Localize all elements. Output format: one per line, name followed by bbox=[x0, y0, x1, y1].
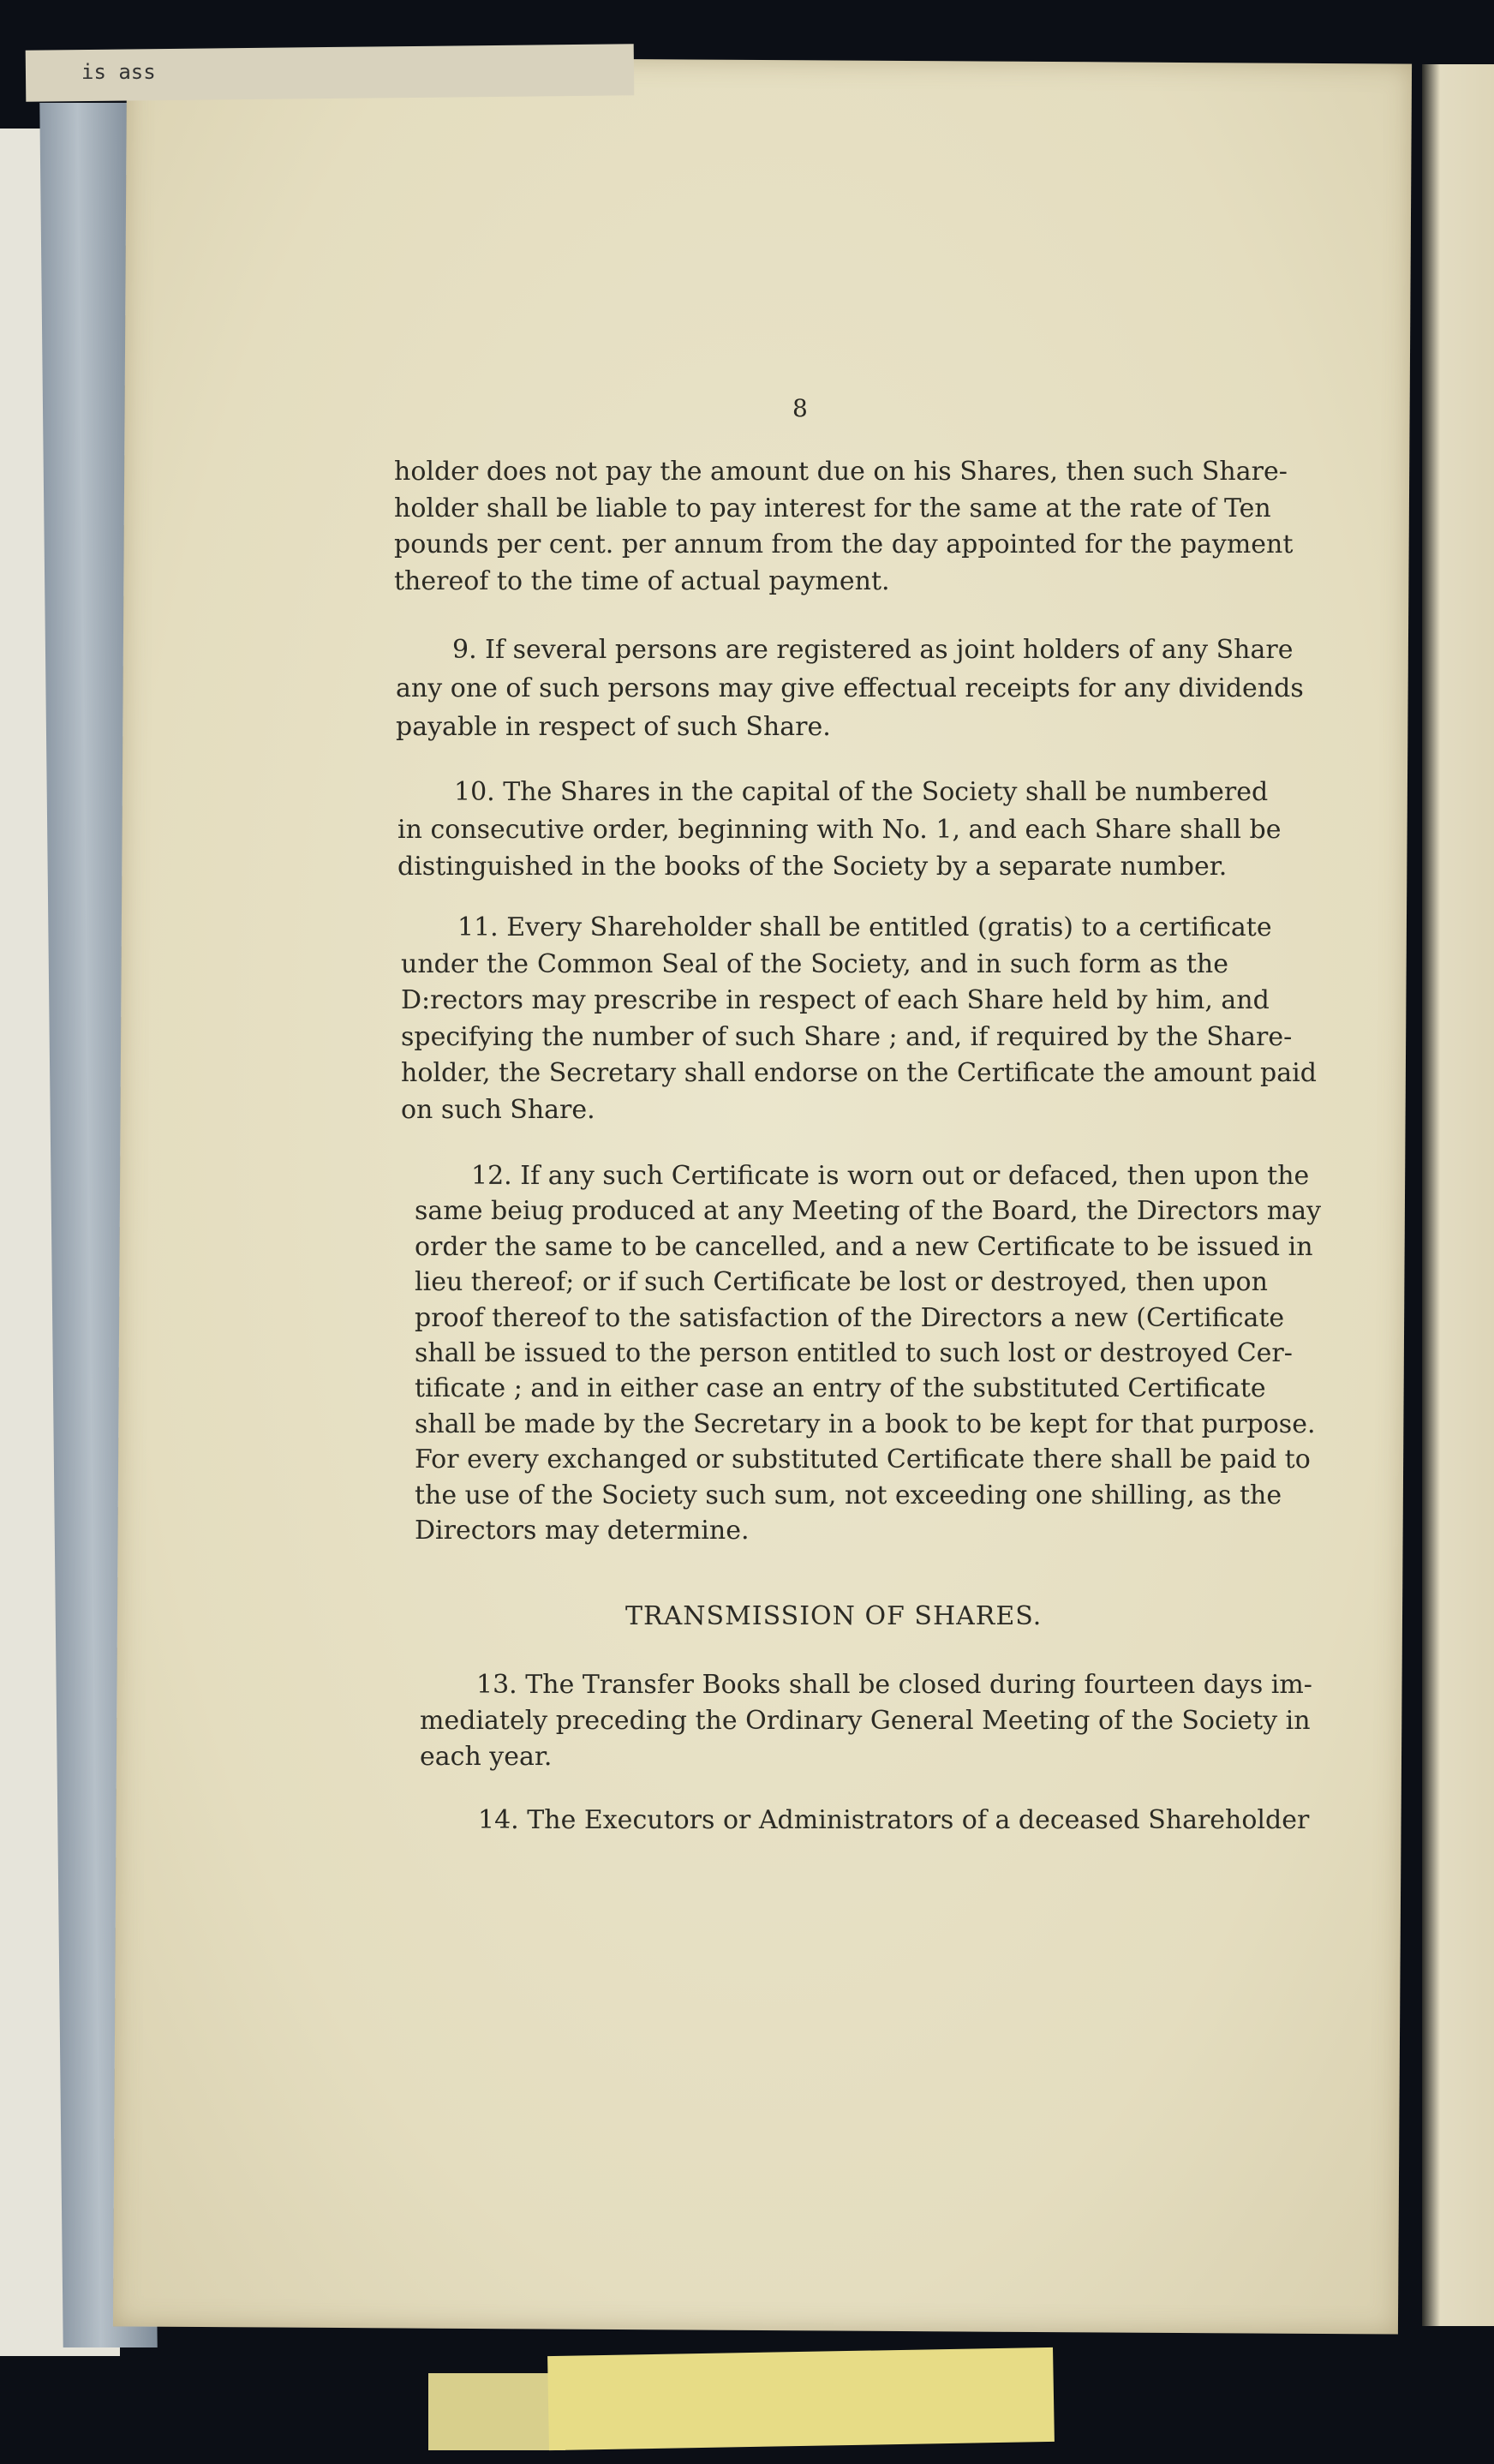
text-line: pounds per cent. per annum from the day appointed for the payment bbox=[394, 529, 1294, 559]
page-number: 8 bbox=[792, 394, 808, 422]
text-line: mediately preceding the Ordinary General Meeting of the Society in bbox=[420, 1706, 1311, 1736]
text-line: on such Share. bbox=[401, 1095, 595, 1125]
yellow-paper-tab bbox=[547, 2347, 1055, 2450]
text-line: any one of such persons may give effectual receipts for any dividends bbox=[396, 673, 1304, 703]
text-line: each year. bbox=[420, 1742, 553, 1772]
text-line: order the same to be cancelled, and a new Certificate to be issued in bbox=[415, 1231, 1313, 1262]
paper-tab bbox=[428, 2373, 565, 2450]
text-line: lieu thereof; or if such Certificate be lost or destroyed, then upon bbox=[415, 1267, 1268, 1298]
text-line: thereof to the time of actual payment. bbox=[394, 565, 890, 596]
text-line: distinguished in the books of the Society by a separate number. bbox=[397, 852, 1228, 882]
text-line: holder, the Secretary shall endorse on the Certificate the amount paid bbox=[401, 1058, 1317, 1089]
paragraph-5-first-line: 13. The Transfer Books shall be closed during fourteen days im- bbox=[476, 1670, 1312, 1700]
text-line: under the Common Seal of the Society, and in such form as the bbox=[401, 948, 1228, 979]
text-line: proof thereof to the satisfaction of the Directors a new (Certificate bbox=[415, 1302, 1285, 1333]
paragraph-6-first-line: 14. The Executors or Administrators of a deceased Shareholder bbox=[478, 1805, 1310, 1835]
paragraph-0-first-line: holder does not pay the amount due on his Shares, then such Share- bbox=[394, 457, 1288, 487]
text-line: payable in respect of such Share. bbox=[396, 712, 831, 742]
paragraph-4-first-line: 12. If any such Certificate is worn out or defaced, then upon the bbox=[471, 1161, 1310, 1191]
document-page bbox=[113, 56, 1412, 2334]
text-line: shall be issued to the person entitled to such lost or destroyed Cer- bbox=[415, 1338, 1293, 1368]
paragraph-2-first-line: 10. The Shares in the capital of the Society shall be numbered bbox=[454, 777, 1269, 807]
text-line: same beiug produced at any Meeting of the Board, the Directors may bbox=[415, 1196, 1322, 1227]
text-line: D:rectors may prescribe in respect of each Share held by him, and bbox=[401, 985, 1270, 1016]
text-line: tificate ; and in either case an entry of the substituted Certificate bbox=[415, 1373, 1266, 1404]
section-heading: TRANSMISSION OF SHARES. bbox=[625, 1601, 1043, 1631]
text-line: holder shall be liable to pay interest for the same at the rate of Ten bbox=[394, 493, 1271, 523]
paragraph-3-first-line: 11. Every Shareholder shall be entitled (gratis) to a certificate bbox=[457, 912, 1272, 942]
text-line: in consecutive order, beginning with No. 1, and each Share shall be bbox=[397, 814, 1282, 845]
text-line: specifying the number of such Share ; and, if required by the Share- bbox=[401, 1021, 1293, 1052]
text-line: the use of the Society such sum, not exceeding one shilling, as the bbox=[415, 1480, 1282, 1510]
slip-text: is ass bbox=[81, 60, 156, 84]
text-line: shall be made by the Secretary in a book to be kept for that purpose. bbox=[415, 1408, 1316, 1439]
paragraph-1-first-line: 9. If several persons are registered as joint holders of any Share bbox=[452, 635, 1294, 665]
text-line: For every exchanged or substituted Certificate there shall be paid to bbox=[415, 1444, 1311, 1475]
facing-page-edge bbox=[1422, 64, 1494, 2326]
text-line: Directors may determine. bbox=[415, 1516, 750, 1546]
